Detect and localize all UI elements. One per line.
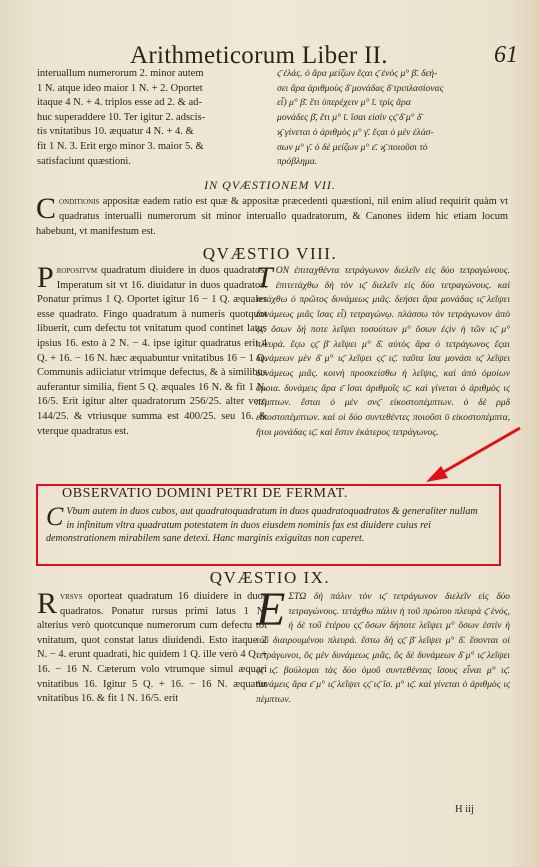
note-dropcap: C xyxy=(36,195,57,225)
greek-line: σων μ° γ̄. ὁ δὲ μείζων μ° ε̄. ϗ̄ ποιοῦσι τὸ xyxy=(277,141,428,153)
fermat-observation-text xyxy=(46,502,486,546)
signature-mark: H iij xyxy=(455,804,474,815)
quaestio-9-greek-text xyxy=(256,590,510,802)
latin-line: interuallum numerorum 2. minor autem xyxy=(37,68,204,79)
latin-line: satisfaciunt quæstioni. xyxy=(37,155,131,167)
latin-line: itaque 4 N. + 4. triplos esse ad 2. & ad- xyxy=(37,97,202,109)
quaestio-9-greek-lead: ΣΤΩ xyxy=(288,591,307,602)
latin-line: fit 1 N. 3. Erit ergo minor 3. maior 5. & xyxy=(37,140,204,152)
greek-line: σει ἄρα ἀριθμοὺς δ̄ μονάδας δ̄ τριπλασίονας xyxy=(277,82,444,94)
quaestio-8-title: QVÆSTIO VIII. xyxy=(202,244,338,263)
quaestio-8-greek-body: ἐπιταχθέντα τετράγωνον διελεῖν εἰς δύο τετραγώνους. ἐπιτετάχθω δὴ τὸν ις̄ διελεῖν εἰς δύο τετραγώνους. καὶ τετάχθω ὁ πρῶτος δυνάμεως μιᾶς. δεήσει ἄρα μονάδας ις̄ λεῖψει δυνάμεως μιᾶς ἴσας εἶ) τετραγώνῳ. πλάσσω τὸν τετράγωνον ἀπὸ ςς̄. ὅσων δή ποτε λεῖψει τοσούτων μ° ὅσων ἐςὶν ἡ τῶν ις̄ μ° πλευρά. ἔςω ςς̄ β̄ λεῖψει μ° δ̄. αὐτὸς ἄρα ὁ τετράγωνος ἔςαι δυνάμεων μὲν δ̄ μ° ις̄ λεῖψει ςς̄ ις̄. ταῦτα ἴσα μονάσι ις̄ λεῖψει δυνάμεως μιᾶς. κοινὴ προσκείσθω ἡ λεῖψις, καὶ ἀπὸ ὁμοίων ὅμοια. δυνάμεις ἄρα ε̄ ἴσαι ἀριθμοῖς ις̄. καὶ γίνεται ὁ ἀριθμὸς ις̄ πέμπτων. ἔσται ὁ μὲν σνς̄ εἰκοστοπέμπτων. ὁ δὲ ρμδ̄ εἰκοστοπέμπτων. καὶ οἱ δύο συντεθέντες ποιοῦσι ῡ εἰκοστοπέμπτα, ἤτοι μονάδας ις̄. καὶ ἔστιν ἑκάτερος τετράγωνος. xyxy=(256,265,510,438)
quaestio-9-greek-body: δὴ πάλιν τὸν ις̄ τετράγωνον διελεῖν εἰς δύο τετραγώνους. τετάχθω πάλιν ἡ τοῦ πρώτου πλευρὰ ς̄ ἑνός, ἡ δὲ τοῦ ἑτέρου ςς̄ ὅσων δήποτε λεῖψει μ° ὅσων ἐστὶν ἡ τοῦ διαιρουμένου πλευρά. ἔστω δὴ ςς̄ β̄ λεῖψει μ° δ̄. ἔσονται οἱ τετράγωνοι, ὃς μὲν δυνάμεως μιᾶς, ὃς δὲ δυνάμεων δ̄ μ° ις̄ λεῖψει ςς̄ ις̄. βούλομαι τὰς δύο ὁμοῦ συντεθέντας ἴσους εἶναι μ° ις̄. δυνάμεις ἄρα ε̄ μ° ις̄ λεῖψει ςς̄ ις̄ ἴσ. μ° ις̄. καὶ γίνεται ὁ ἀριθμὸς ις̄ πέμπτων. xyxy=(256,591,510,705)
latin-line: huc superaddere 10. Ter igitur 2. adscis- xyxy=(37,111,206,123)
greek-line: μονάδες β̄, ἔτι μ° ῑ. ἴσαι εἰσὶν ςς̄ δ̄ μ° δ̄ xyxy=(277,112,422,124)
greek-line: ϗ̄ γίνεται ὁ ἀριθμὸς μ° γ̄. ἔςαι ὁ μὲν ἐλάσ- xyxy=(277,126,434,138)
commentary-note xyxy=(36,195,508,243)
greek-line: ς̄ ἐλάς. ὁ ἄρα μείζων ἔςαι ς̄ ἑνὸς μ° β̄. δεή- xyxy=(277,68,438,79)
quaestio-8-latin-body: quadratum diuidere in duos quadratos. Imperatum sit vt 16. diuidatur in duos quadratos. Ponatur primus 1 Q. Oportet igitur 16 − 1 Q. æquales esse quadrato. Fingo quadratum à numeris quotquot libuerit, cum defectu tot vnitatum quod continet latus ipsius 16. esto à 2 N. − 4. ipse igitur quadratus erit 4 Q. + 16. − 16 N. hæc æquabuntur vnitatibus 16 − 1 Q. Communis adiiciatur vtrimque defectus, & à similibus auferantur similia, fient 5 Q. æquales 16 N. & fit 1 N. 16/5. Erit igitur alter quadratorum 256/25. alter vero 144/25. & vtriusque summa est 400/25. seu 16. & vterque quadratus est. xyxy=(37,265,267,437)
greek-line: εἶ) μ° β̄. ἔτι ὑπερέχειν μ° ῑ. τρὶς ἄρα xyxy=(277,97,411,109)
quaestio-9-greek-dropcap: E xyxy=(256,590,286,636)
quaestio-8-greek-lead: ΟΝ xyxy=(275,265,290,276)
quaestio-9-latin-dropcap: R xyxy=(37,590,58,620)
greek-line: πρόβλημα. xyxy=(277,156,318,168)
quaestio-9-latin-lead: vrsvs xyxy=(60,591,83,602)
quaestio-8-latin-dropcap: P xyxy=(37,264,54,294)
quaestio-8-latin-text xyxy=(37,264,267,474)
running-header-title: Arithmeticorum Liber II. xyxy=(130,42,388,69)
quaestio-8-greek-dropcap: T xyxy=(256,264,273,294)
quaestio-9-latin-text xyxy=(37,590,267,750)
page-number: 61 xyxy=(494,42,518,68)
section-heading-in-quaestionem: IN QVÆSTIONEM VII. xyxy=(204,178,336,192)
quaestio-8-latin-lead: ropositvm xyxy=(56,265,98,276)
latin-line: tis vnitatibus 10. æquatur 4 N. + 4. & xyxy=(37,126,194,138)
note-lead-word: onditionis xyxy=(59,196,100,207)
note-text: appositæ eadem ratio est quæ & appositæ præcedenti quæstioni, nil enim aliud requirit quàm vt quadratus interualli numerorum sit minor interuallo quadratorum, & Canones iidem hic etiam locum habebunt, vt manifestum est. xyxy=(36,196,508,237)
fermat-dropcap: C xyxy=(46,502,64,531)
fermat-body: Vbum autem in duos cubos, aut quadratoquadratum in duos quadratoquadratos & generaliter nullam in infinitum vltra quadratum potestatem in duos eiusdem nominis fas est diuidere cuius rei demonstrationem mirabilem sane detexi. Hanc marginis exiguitas non caperet. xyxy=(46,506,478,544)
latin-line: 1 N. atque ideo maior 1 N. + 2. Oportet xyxy=(37,82,203,94)
quaestio-8-greek-text xyxy=(256,264,510,476)
greek-column-continuation xyxy=(277,67,509,175)
quaestio-9-title: QVÆSTIO IX. xyxy=(209,568,331,587)
latin-column-continuation xyxy=(37,67,267,175)
fermat-observation-heading: OBSERVATIO DOMINI PETRI DE FERMAT. xyxy=(62,486,348,501)
quaestio-9-latin-body: oporteat quadratum 16 diuidere in duos quadratos. Ponatur rursus primi latus 1 N. alterius verò quotcunque numerorum cum defectu tot vnitatum, quot constat latus diuidendi. Esto itaque 2 N. − 4. erunt quadrati, hic quidem 1 Q. ille verò 4 Q. + 16. − 16 N. Cæterum volo vtrumque simul æquari vnitatibus 16. Igitur 5 Q. + 16. − 16 N. æquatur vnitatibus 16. & fit 1 N. 16/5. erit xyxy=(37,591,267,705)
